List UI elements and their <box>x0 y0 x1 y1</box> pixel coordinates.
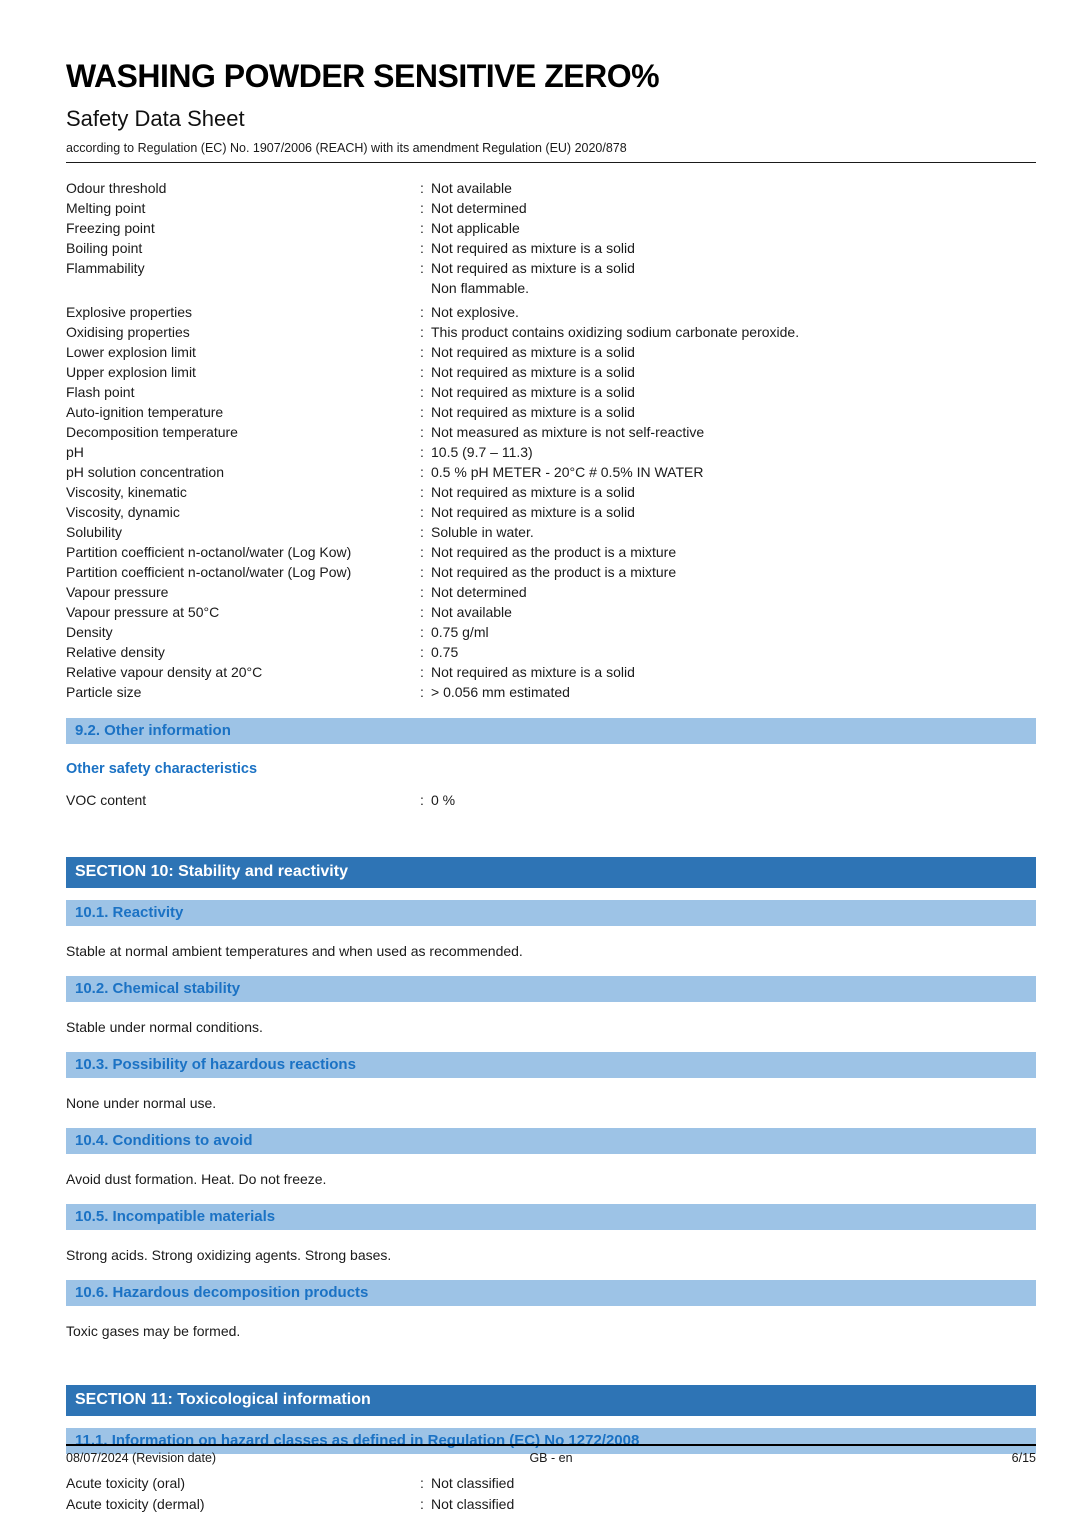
section-10 <box>66 857 1036 1340</box>
property-value: 0.75 <box>431 644 459 660</box>
colon: : <box>420 664 424 680</box>
property-row <box>66 522 1036 542</box>
property-value: Not required as mixture is a solid <box>431 484 635 500</box>
document-subtitle: Safety Data Sheet <box>66 106 245 131</box>
property-row <box>66 422 1036 442</box>
property-value: > 0.056 mm estimated <box>431 684 570 700</box>
colon: : <box>420 644 424 660</box>
colon: : <box>420 364 424 380</box>
property-label: Vapour pressure <box>66 584 169 600</box>
colon: : <box>420 240 424 256</box>
property-row <box>66 402 1036 422</box>
colon: : <box>420 180 424 196</box>
property-value: Not required as the product is a mixture <box>431 544 677 560</box>
colon: : <box>420 504 424 520</box>
toxicity-rows <box>66 1473 1036 1515</box>
property-value: Non flammable. <box>431 280 530 296</box>
toxicity-row <box>66 1494 1036 1515</box>
property-label: Flammability <box>66 260 145 276</box>
property-value: Not required as mixture is a solid <box>431 504 635 520</box>
section-10-4-text: Avoid dust formation. Heat. Do not freeze. <box>66 1171 327 1187</box>
property-label: pH <box>66 444 84 460</box>
property-value: Not classified <box>431 1475 515 1491</box>
property-value: Not applicable <box>431 220 520 236</box>
colon: : <box>420 324 424 340</box>
property-row <box>66 482 1036 502</box>
property-label: Relative vapour density at 20°C <box>66 664 263 680</box>
footer-page-number: 6/15 <box>1011 1451 1036 1465</box>
property-value: Not required as mixture is a solid <box>431 404 635 420</box>
property-value: Not classified <box>431 1496 515 1512</box>
colon: : <box>420 684 424 700</box>
property-value: 10.5 (9.7 – 11.3) <box>431 444 533 460</box>
property-row <box>66 342 1036 362</box>
section-10-2-text: Stable under normal conditions. <box>66 1019 263 1035</box>
property-row <box>66 442 1036 462</box>
property-row <box>66 502 1036 522</box>
colon: : <box>420 604 424 620</box>
colon: : <box>420 1496 424 1512</box>
property-label: Upper explosion limit <box>66 364 196 380</box>
property-label <box>66 278 420 298</box>
property-value: 0.75 g/ml <box>431 624 489 640</box>
property-row <box>66 602 1036 622</box>
property-label: Particle size <box>66 684 142 700</box>
property-row <box>66 542 1036 562</box>
property-label: VOC content <box>66 792 147 808</box>
property-label: Odour threshold <box>66 180 167 196</box>
colon: : <box>420 404 424 420</box>
property-label: Freezing point <box>66 220 155 236</box>
property-label: Vapour pressure at 50°C <box>66 604 220 620</box>
property-row <box>66 382 1036 402</box>
property-label: Melting point <box>66 200 146 216</box>
property-row <box>66 258 1036 278</box>
property-label: Relative density <box>66 644 165 660</box>
section-11-1-banner: 11.1. Information on hazard classes as defined in Regulation (EC) No 1272/2008 <box>66 1428 1036 1454</box>
section-10-6-banner: 10.6. Hazardous decomposition products <box>66 1280 1036 1306</box>
property-label: Explosive properties <box>66 304 193 320</box>
property-label: Partition coefficient n-octanol/water (Log Pow) <box>66 564 352 580</box>
property-label: Acute toxicity (dermal) <box>66 1496 205 1512</box>
property-row <box>66 462 1036 482</box>
page-footer <box>66 1444 1036 1465</box>
toxicity-row <box>66 1473 1036 1494</box>
colon: : <box>420 792 424 808</box>
property-value: Not required as mixture is a solid <box>431 260 635 276</box>
section-10-3-banner: 10.3. Possibility of hazardous reactions <box>66 1052 1036 1078</box>
property-label: Partition coefficient n-octanol/water (Log Kow) <box>66 544 352 560</box>
property-row <box>66 322 1036 342</box>
footer-language: GB - en <box>529 1451 573 1465</box>
regulation-note: according to Regulation (EC) No. 1907/2006 (REACH) with its amendment Regulation (EU) 2020/878 <box>66 141 627 155</box>
section-10-5-text: Strong acids. Strong oxidizing agents. Strong bases. <box>66 1247 392 1263</box>
footer-divider <box>66 1444 1036 1446</box>
property-value: Not required as mixture is a solid <box>431 240 635 256</box>
property-value: Not measured as mixture is not self-reactive <box>431 424 705 440</box>
property-row <box>66 662 1036 682</box>
physical-properties-list <box>66 178 1036 702</box>
colon: : <box>420 384 424 400</box>
section-10-5-banner: 10.5. Incompatible materials <box>66 1204 1036 1230</box>
colon: : <box>420 1475 424 1491</box>
other-safety-characteristics-heading: Other safety characteristics <box>66 761 258 777</box>
property-value: 0.5 % pH METER - 20°C # 0.5% IN WATER <box>431 464 704 480</box>
property-row <box>66 302 1036 322</box>
property-value: Not explosive. <box>431 304 519 320</box>
property-label: Oxidising properties <box>66 324 190 340</box>
property-value: 0 % <box>431 792 456 808</box>
section-10-2-banner: 10.2. Chemical stability <box>66 976 1036 1002</box>
property-row-continuation <box>66 278 1036 298</box>
property-row <box>66 178 1036 198</box>
property-label: Auto-ignition temperature <box>66 404 224 420</box>
footer-row <box>66 1451 1036 1465</box>
footer-revision-date: 08/07/2024 (Revision date) <box>66 1451 217 1465</box>
property-label: Flash point <box>66 384 135 400</box>
property-value: This product contains oxidizing sodium carbonate peroxide. <box>431 324 800 340</box>
colon: : <box>420 584 424 600</box>
colon: : <box>420 484 424 500</box>
property-label: Boiling point <box>66 240 143 256</box>
property-label: Density <box>66 624 113 640</box>
property-row <box>66 362 1036 382</box>
property-row <box>66 238 1036 258</box>
colon: : <box>420 220 424 236</box>
property-value: Soluble in water. <box>431 524 534 540</box>
property-row <box>66 218 1036 238</box>
property-value: Not required as mixture is a solid <box>431 664 635 680</box>
property-row <box>66 622 1036 642</box>
colon: : <box>420 564 424 580</box>
section-10-6-text: Toxic gases may be formed. <box>66 1323 241 1339</box>
colon <box>420 278 431 298</box>
property-value: Not available <box>431 180 512 196</box>
section-11-banner: SECTION 11: Toxicological information <box>66 1385 1036 1416</box>
section-10-banner: SECTION 10: Stability and reactivity <box>66 857 1036 888</box>
section-10-1-banner: 10.1. Reactivity <box>66 900 1036 926</box>
colon: : <box>420 624 424 640</box>
colon: : <box>420 424 424 440</box>
colon: : <box>420 260 424 276</box>
property-value: Not required as mixture is a solid <box>431 384 635 400</box>
property-row <box>66 562 1036 582</box>
property-row <box>66 642 1036 662</box>
property-label: pH solution concentration <box>66 464 224 480</box>
colon: : <box>420 344 424 360</box>
colon: : <box>420 444 424 460</box>
section-10-1-text: Stable at normal ambient temperatures and when used as recommended. <box>66 943 523 959</box>
property-row <box>66 582 1036 602</box>
colon: : <box>420 304 424 320</box>
property-label: Acute toxicity (oral) <box>66 1475 186 1491</box>
property-row <box>66 682 1036 702</box>
property-row <box>66 198 1036 218</box>
property-value: Not required as the product is a mixture <box>431 564 677 580</box>
colon: : <box>420 544 424 560</box>
property-label: Viscosity, dynamic <box>66 504 180 520</box>
property-value: Not determined <box>431 200 527 216</box>
property-label: Decomposition temperature <box>66 424 238 440</box>
property-value: Not available <box>431 604 512 620</box>
section-9-2-banner: 9.2. Other information <box>66 718 1036 744</box>
colon: : <box>420 524 424 540</box>
property-label: Viscosity, kinematic <box>66 484 187 500</box>
voc-content-row <box>66 790 1036 810</box>
property-value: Not determined <box>431 584 527 600</box>
property-value: Not required as mixture is a solid <box>431 364 635 380</box>
property-value: Not required as mixture is a solid <box>431 344 635 360</box>
header-divider <box>66 162 1036 163</box>
colon: : <box>420 200 424 216</box>
section-10-4-banner: 10.4. Conditions to avoid <box>66 1128 1036 1154</box>
property-label: Solubility <box>66 524 123 540</box>
section-10-3-text: None under normal use. <box>66 1095 217 1111</box>
page-title: WASHING POWDER SENSITIVE ZERO% <box>66 58 660 94</box>
colon: : <box>420 464 424 480</box>
property-label: Lower explosion limit <box>66 344 196 360</box>
